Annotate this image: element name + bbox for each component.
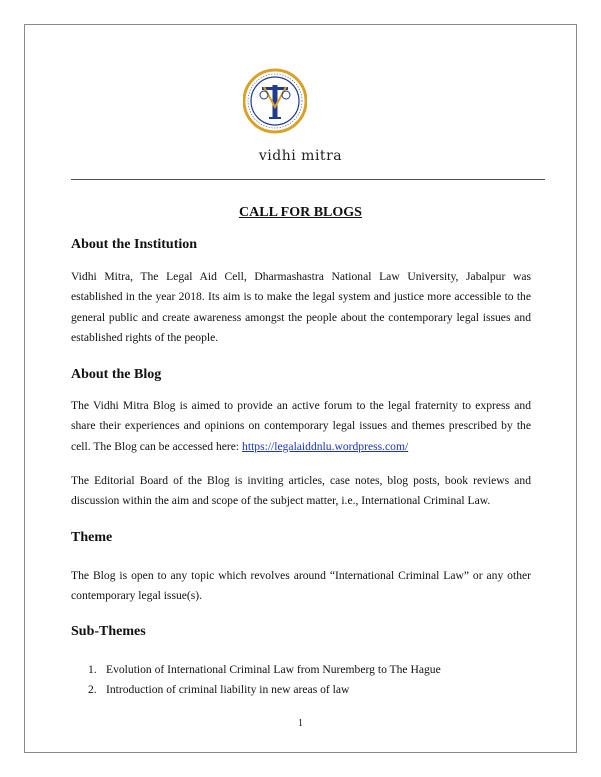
paragraph-theme: The Blog is open to any topic which revolves around “International Criminal Law” or any other contemporary legal issue(s). xyxy=(71,569,531,603)
list-item-number: 2. xyxy=(88,683,97,697)
list-item-number: 1. xyxy=(88,663,97,676)
heading-about-institution: About the Institution xyxy=(71,237,198,252)
paragraph-blog-intro xyxy=(71,396,531,457)
emblem-icon xyxy=(243,47,307,137)
list-item-text: Evolution of International Criminal Law from Nuremberg to The Hague xyxy=(106,663,441,676)
vidhi-mitra-logo xyxy=(243,47,307,137)
heading-sub-themes: Sub-Themes xyxy=(71,624,146,639)
page-number: 1 xyxy=(298,718,303,729)
logo-wordmark: vidhi mitra xyxy=(258,148,343,164)
header-divider xyxy=(71,179,545,180)
blog-link[interactable]: https://legalaiddnlu.wordpress.com/ xyxy=(242,439,409,453)
list-item xyxy=(88,680,441,700)
heading-theme: Theme xyxy=(71,530,113,545)
sub-themes-list xyxy=(88,660,441,701)
page-title: CALL FOR BLOGS xyxy=(239,205,362,220)
paragraph-institution: Vidhi Mitra, The Legal Aid Cell, Dharmashastra National Law University, Jabalpur was established in the year 2018. Its aim is to make the legal system and justice more accessible to the general public and create awareness amongst the people about the contemporary legal issues and established rights of the people. xyxy=(71,270,531,344)
heading-about-blog: About the Blog xyxy=(71,367,162,382)
blog-intro-text: The Vidhi Mitra Blog is aimed to provide an active forum to the legal fraternity to express and share their experiences and opinions on contemporary legal issues and themes prescribed by the cell. The Blog can be accessed here: xyxy=(71,399,531,453)
list-item-text: Introduction of criminal liability in new areas of law xyxy=(106,683,350,697)
list-item xyxy=(88,660,441,680)
paragraph-editorial-board: The Editorial Board of the Blog is inviting articles, case notes, blog posts, book reviews and discussion within the aim and scope of the subject matter, i.e., International Criminal Law. xyxy=(71,474,531,508)
